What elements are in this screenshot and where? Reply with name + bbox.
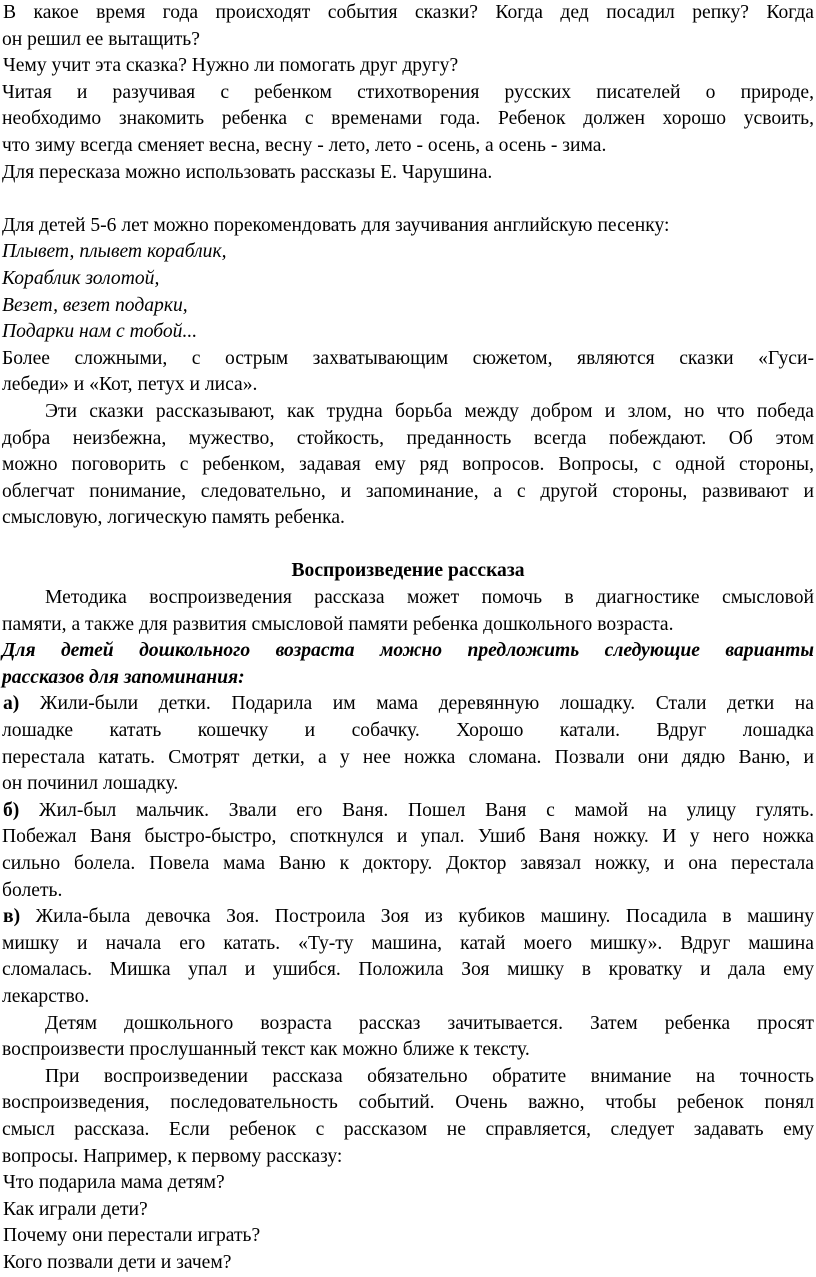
poem-line: Везет, везет подарки, [2,294,188,316]
paragraph-good-vs-evil [2,399,814,532]
text-line: При воспроизведении рассказа обязательно обратите внимание на точность [45,1065,814,1087]
paragraph-reproduction [2,1064,814,1170]
text-line: мишку и начала его катать. «Ту-ту машина, катай моего мишку». Вдруг машина [2,932,814,954]
blank-line [2,532,814,559]
text-line: лекарство. [2,985,90,1007]
story-a [2,691,814,797]
section-heading: Воспроизведение рассказа [291,560,525,582]
story-text: Жил-был мальчик. Звали его Ваня. Пошел Ваня с мамой на улицу гулять. [19,799,814,821]
text-line [2,904,814,931]
text-line: перестала катать. Смотрят детки, а у нее ножка сломана. Позвали они дядю Ваню, и [2,746,814,768]
paragraph-story-intro [2,638,814,691]
question-item: Как играли дети? [3,1198,148,1220]
text-line: Для пересказа можно использовать рассказы Е. Чарушина. [2,161,493,183]
text-line: вопросы. Например, к первому рассказу: [2,1145,343,1167]
paragraph-fairy-tale-questions [2,0,814,53]
text-line [2,798,814,825]
text-line: он починил лошадку. [2,773,179,795]
question-item: Что подарила мама детям? [3,1172,225,1194]
text-line: рассказов для запоминания: [2,666,245,688]
text-line: лебеди» и «Кот, петух и лиса». [2,374,258,396]
story-text: Жили-были детки. Подарила им мама деревянную лошадку. Стали детки на [19,693,814,715]
text-line: Методика воспроизведения рассказа может помочь в диагностике смысловой [45,587,814,609]
text-line: Более сложными, с острым захватывающим сюжетом, являются сказки «Гуси- [2,347,814,369]
poem-line: Плывет, плывет кораблик, [2,241,227,263]
text-line: Читая и разучивая с ребенком стихотворения русских писателей о природе, [2,81,814,103]
paragraph-seasons [2,80,814,160]
story-b [2,798,814,904]
paragraph-reading [2,1011,814,1064]
text-line: Для детей дошкольного возраста можно предложить следующие варианты [2,640,814,662]
poem [2,239,814,345]
text-line: он решил ее вытащить? [2,28,200,50]
question-list [2,1170,814,1276]
story-marker: б) [3,799,20,821]
poem-line: Подарки нам с тобой... [2,321,198,343]
text-line: Побежал Ваня быстро-быстро, споткнулся и упал. Ушиб Ваня ножку. И у него ножка [2,826,814,848]
text-line: В какое время года происходят события сказки? Когда дед посадил репку? Когда [3,2,814,23]
text-line: можно поговорить с ребенком, задавая ему ряд вопросов. Вопросы, с одной стороны, [2,454,814,476]
text-line: добра неизбежна, мужество, стойкость, преданность всегда побеждают. Об этом [2,427,814,449]
story-c [2,904,814,1010]
text-line: воспроизвести прослушанный текст как можно ближе к тексту. [2,1039,530,1061]
text-line [2,691,814,718]
paragraph-methodology [2,585,814,638]
story-text: Жила-была девочка Зоя. Построила Зоя из кубиков машину. Посадила в машину [20,906,814,928]
text-line: облегчат понимание, следовательно, и запоминание, а с другой стороны, развивают и [2,480,814,502]
question-item: Кого позвали дети и зачем? [3,1251,232,1273]
text-line: смысл рассказа. Если ребенок с рассказом не справляется, следует задавать ему [2,1118,814,1140]
text-line: необходимо знакомить ребенка с временами года. Ребенок должен хорошо усвоить, [2,108,814,130]
story-marker: в) [3,906,21,928]
text-line: лошадке катать кошечку и собачку. Хорошо катали. Вдруг лошадка [2,720,814,742]
text-line: сильно болела. Повела мама Ваню к доктору. Доктор завязал ножку, и она перестала [2,853,814,874]
paragraph-complex-tales [2,346,814,399]
text-line: Эти сказки рассказывают, как трудна борьба между добром и злом, но что победа [45,400,814,422]
blank-line [2,186,814,213]
text-line: смысловую, логическую память ребенка. [2,507,345,529]
question-item: Почему они перестали играть? [3,1225,261,1247]
text-line: что зиму всегда сменяет весна, весну - лето, лето - осень, а осень - зима. [2,134,607,156]
text-line: Чему учит эта сказка? Нужно ли помогать друг другу? [3,55,459,77]
poem-line: Кораблик золотой, [2,267,160,289]
text-line: сломалась. Мишка упал и ушибся. Положила Зоя мишку в кроватку и дала ему [2,959,814,981]
text-line: Для детей 5-6 лет можно порекомендовать для заучивания английскую песенку: [2,214,670,236]
text-line: болеть. [2,879,63,901]
text-line: воспроизведения, последовательность событий. Очень важно, чтобы ребенок понял [2,1092,814,1114]
text-line: Детям дошкольного возраста рассказ зачитывается. Затем ребенка просят [45,1012,814,1034]
text-line: памяти, а также для развития смысловой памяти ребенка дошкольного возраста. [2,613,674,635]
story-marker: а) [3,693,20,715]
